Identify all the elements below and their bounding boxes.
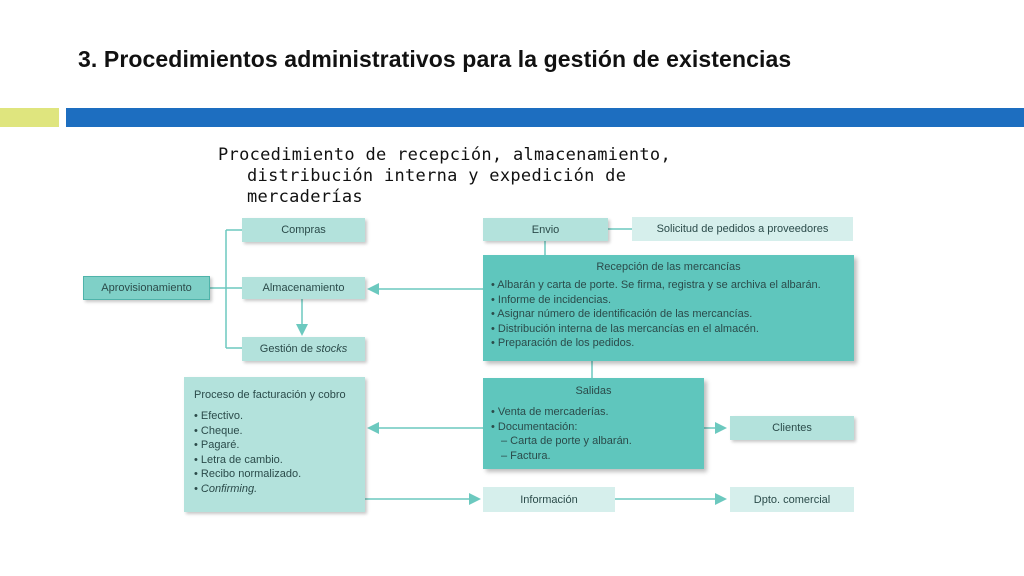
- dpto-label: Dpto. comercial: [753, 493, 831, 506]
- gestion-label: [260, 343, 347, 355]
- aprovisionamiento-label: Aprovisionamiento: [101, 282, 192, 294]
- compras-label: Compras: [281, 224, 326, 236]
- facturacion-list: [194, 409, 355, 496]
- clientes-label: Clientes: [772, 422, 812, 434]
- list-item: • Documentación:: [491, 420, 578, 433]
- facturacion-title: Proceso de facturación y cobro: [194, 389, 346, 401]
- list-item: • Confirming.: [194, 482, 258, 495]
- list-item: • Asignar número de identificación de las mercancías.: [491, 308, 753, 320]
- list-item: • Letra de cambio.: [194, 453, 283, 466]
- box-envio: [483, 218, 608, 241]
- box-solicitud: [632, 217, 853, 241]
- recepcion-list: [491, 278, 846, 351]
- list-item: • Preparación de los pedidos.: [491, 337, 635, 349]
- box-recepcion: [483, 255, 854, 361]
- box-informacion: [483, 487, 615, 512]
- salidas-list: [491, 405, 696, 463]
- box-facturacion: [184, 377, 365, 512]
- box-almacenamiento: [242, 277, 365, 299]
- subtitle-line-3: mercaderías: [247, 187, 363, 207]
- slide-title: 3. Procedimientos administrativos para la gestión de existencias: [78, 46, 792, 72]
- subtitle-line-2: distribución interna y expedición de: [247, 166, 627, 186]
- box-aprovisionamiento: [83, 276, 210, 300]
- list-item: • Efectivo.: [194, 410, 244, 422]
- box-compras: [242, 218, 365, 242]
- box-salidas: [483, 378, 704, 469]
- informacion-label: Información: [520, 493, 578, 506]
- list-item: • Recibo normalizado.: [194, 468, 302, 480]
- box-gestion-stocks: [242, 337, 365, 361]
- list-item: – Carta de porte y albarán.: [501, 435, 632, 447]
- list-item: • Venta de mercaderías.: [491, 406, 609, 418]
- salidas-title: Salidas: [575, 385, 612, 397]
- gestion-prefix: Gestión de: [259, 343, 317, 355]
- list-item: • Informe de incidencias.: [491, 293, 612, 306]
- solicitud-label: Solicitud de pedidos a proveedores: [656, 223, 829, 235]
- subtitle-line-1: Procedimiento de recepción, almacenamiento,: [218, 145, 671, 165]
- almacenamiento-label: Almacenamiento: [262, 282, 345, 294]
- list-item: • Distribución interna de las mercancías en el almacén.: [491, 322, 759, 335]
- recepcion-title: Recepción de las mercancías: [596, 261, 741, 273]
- list-item: • Albarán y carta de porte. Se firma, registra y se archiva el albarán.: [491, 279, 821, 291]
- envio-label: Envio: [531, 223, 560, 236]
- list-item: • Cheque.: [194, 424, 243, 437]
- box-dpto-comercial: [730, 487, 854, 512]
- gestion-em: stocks: [316, 343, 348, 355]
- list-item: – Factura.: [501, 449, 551, 462]
- box-clientes: [730, 416, 854, 440]
- list-item: • Pagaré.: [194, 439, 240, 451]
